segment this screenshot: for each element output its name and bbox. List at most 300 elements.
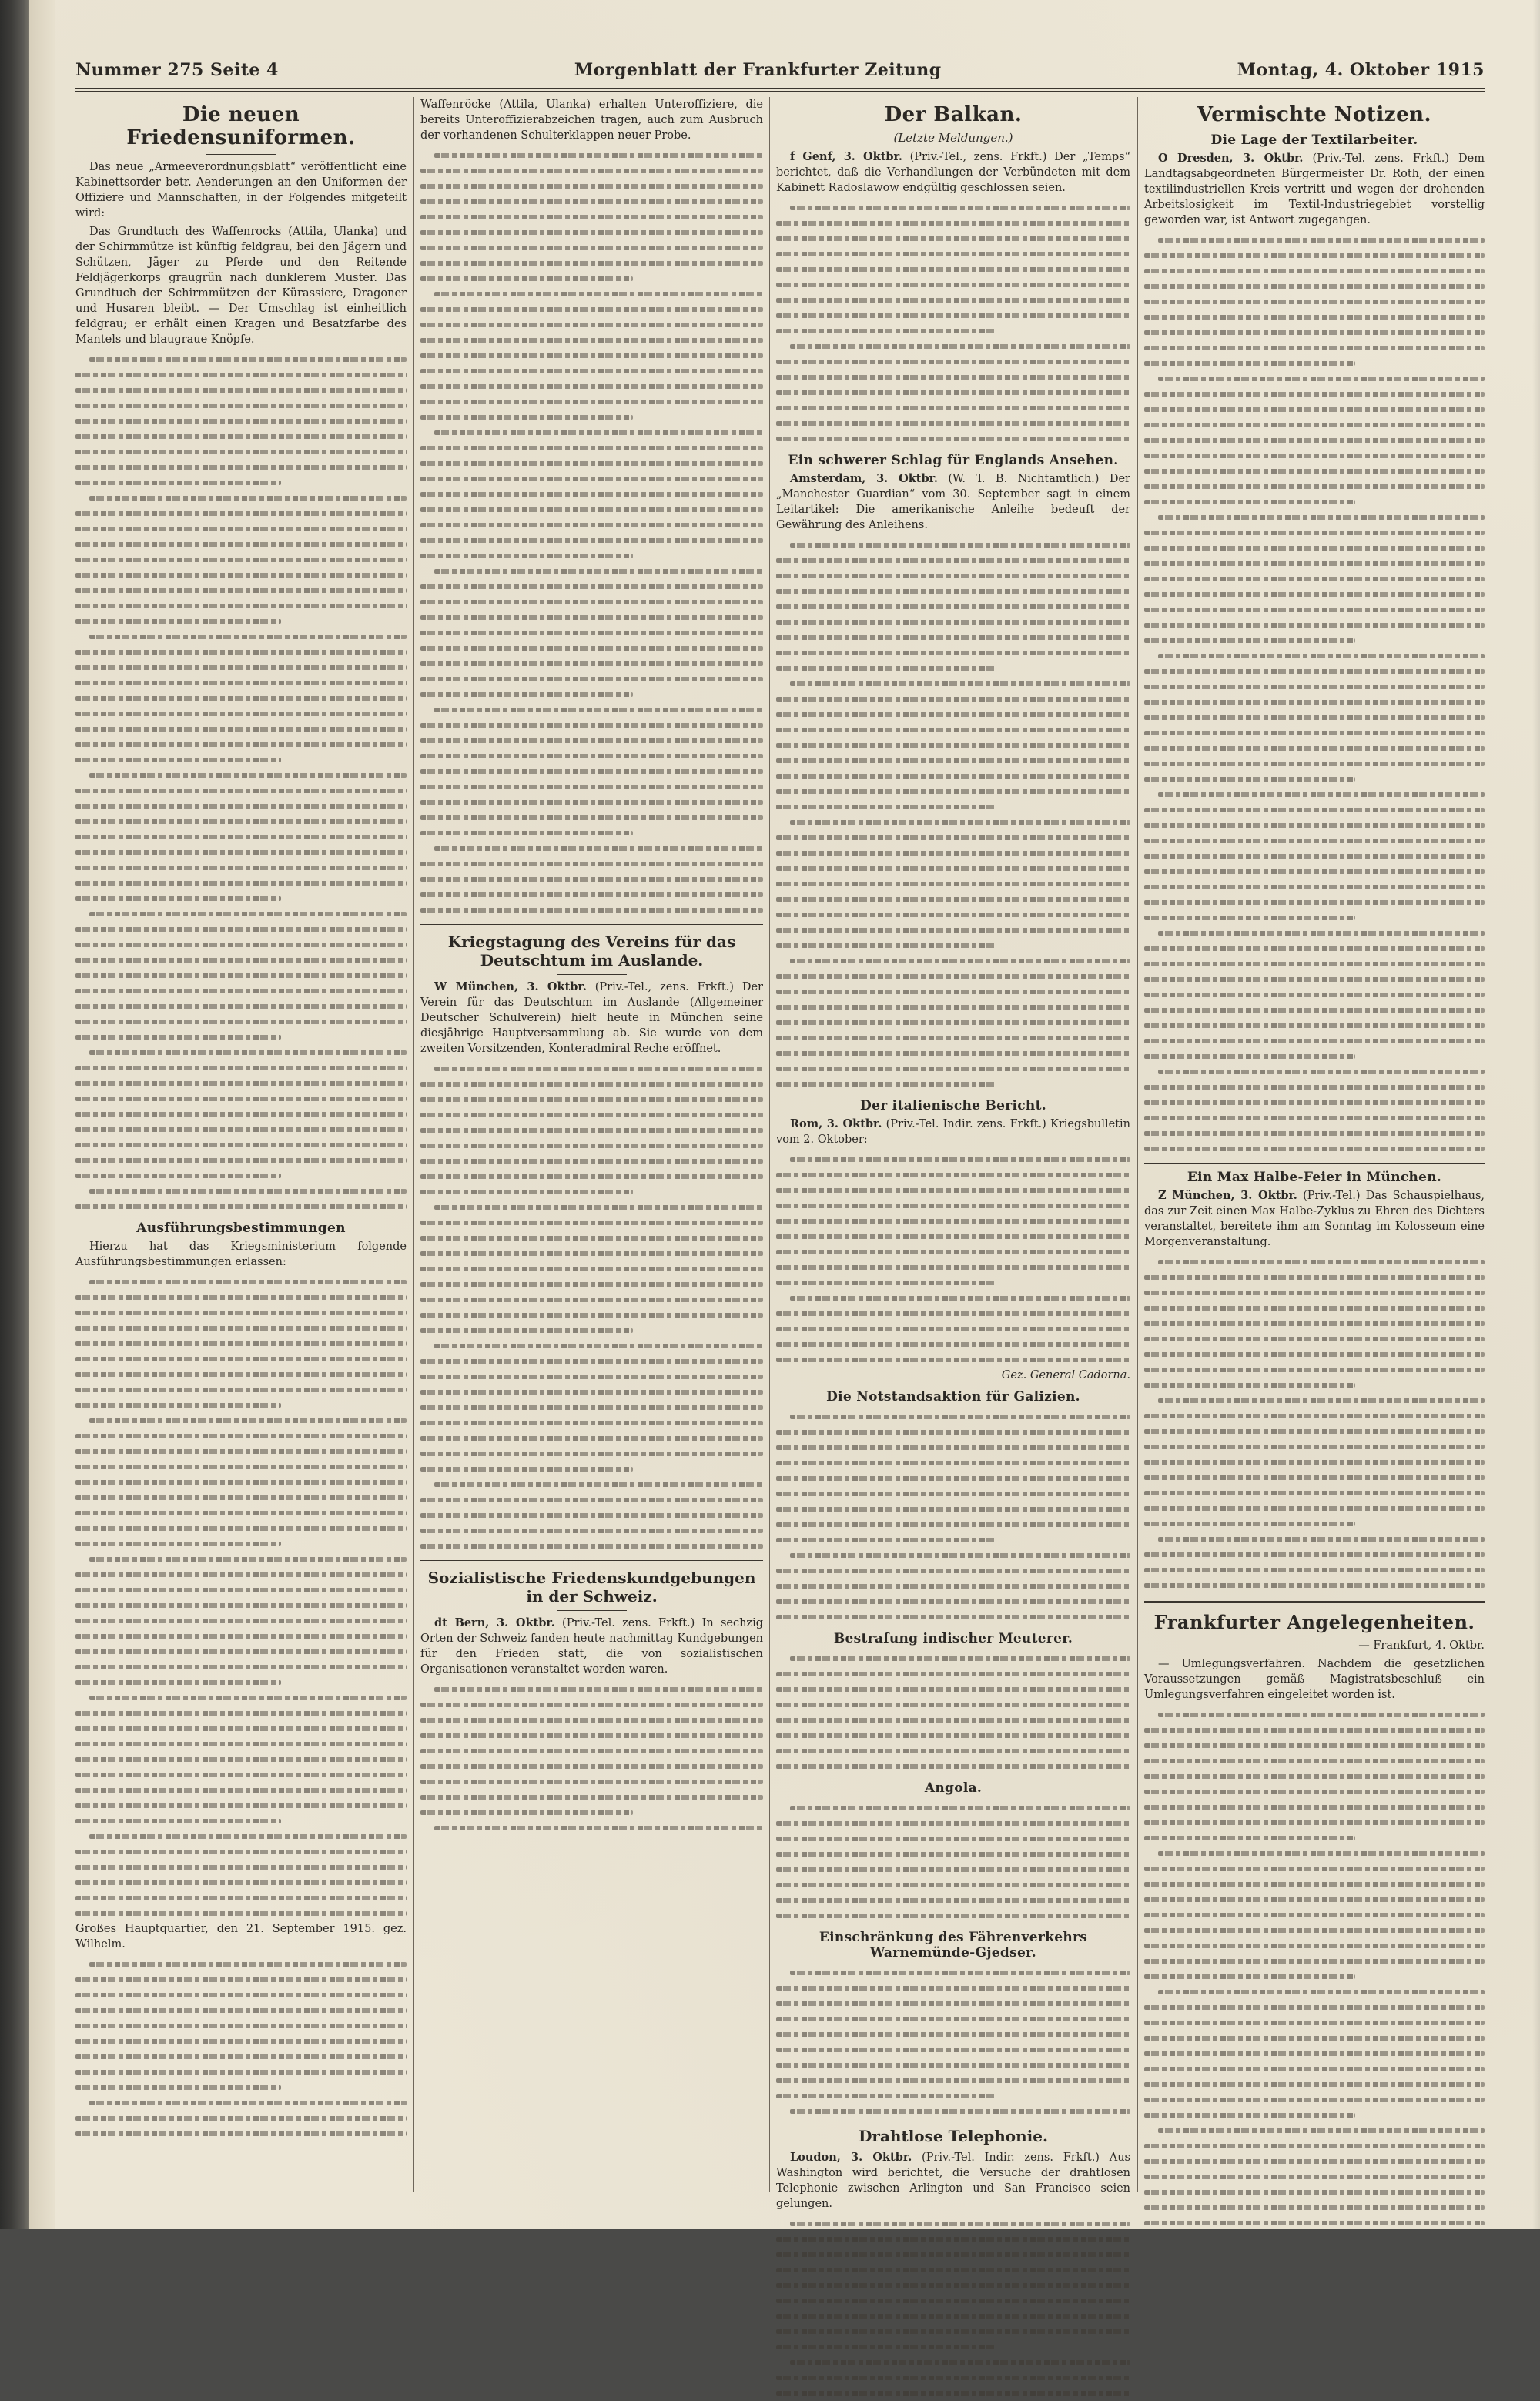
text-line [75, 2111, 407, 2126]
text-line [776, 1077, 1130, 1092]
text-line-glyphs [89, 1050, 407, 1055]
text-line [75, 660, 407, 675]
text-line-glyphs [1144, 1974, 1355, 1979]
text-line-glyphs [776, 1898, 1130, 1903]
article-title-deutschtum: Kriegstagung des Vereins für das Deutschtum im Auslande. [447, 933, 736, 969]
text-line-glyphs [75, 665, 407, 670]
text-line-glyphs [776, 1687, 1130, 1692]
text-line [75, 1444, 407, 1459]
article-text-block [420, 148, 763, 918]
text-line [75, 783, 407, 799]
text-line-glyphs [776, 1445, 1130, 1450]
text-line [1144, 494, 1485, 510]
text-line [776, 1965, 1130, 1981]
text-line-glyphs [89, 2101, 407, 2105]
text-line-glyphs [1144, 1131, 1485, 1136]
text-line-glyphs [776, 2048, 1130, 2052]
text-line [1144, 1126, 1485, 1141]
text-line-glyphs [1144, 2205, 1485, 2210]
text-line-glyphs [1144, 407, 1485, 412]
text-line [1144, 1969, 1485, 1984]
text-line [420, 502, 763, 517]
text-line [776, 1563, 1130, 1579]
text-line [75, 1629, 407, 1644]
text-line [75, 475, 407, 491]
column-1 [75, 97, 407, 2176]
text-line-glyphs [420, 584, 763, 589]
text-line-glyphs [1144, 1085, 1485, 1090]
text-line [420, 610, 763, 625]
text-line [1144, 340, 1485, 356]
text-line-glyphs [1144, 561, 1485, 566]
text-line [420, 1184, 763, 1200]
text-line [420, 1492, 763, 1508]
dateline: f Genf, 3. Oktbr. [790, 150, 902, 163]
text-line-glyphs [1144, 1460, 1485, 1465]
text-line [75, 2018, 407, 2034]
text-line [1144, 417, 1485, 433]
text-line-glyphs [1144, 253, 1485, 258]
text-line [420, 795, 763, 810]
text-line [1144, 1562, 1485, 1578]
text-line-glyphs [75, 1572, 407, 1577]
text-line [75, 675, 407, 691]
text-line [1144, 1954, 1485, 1969]
text-line-glyphs [75, 2054, 407, 2059]
text-line [75, 414, 407, 429]
text-line [776, 846, 1130, 861]
text-line [776, 1831, 1130, 1847]
text-line-glyphs [1144, 546, 1485, 551]
text-line [420, 625, 763, 641]
text-line-glyphs [1144, 1039, 1485, 1043]
text-line-glyphs [776, 774, 1130, 779]
text-line [75, 1030, 407, 1045]
text-line [75, 1890, 407, 1906]
text-line-glyphs [75, 1649, 407, 1654]
text-line [1144, 1877, 1485, 1892]
text-line-glyphs [420, 261, 763, 266]
text-line-glyphs [776, 1867, 1130, 1872]
text-line-glyphs [75, 927, 407, 932]
dateline: Z München, 3. Oktbr. [1158, 1189, 1297, 1202]
text-line-glyphs [776, 1250, 1130, 1254]
text-line [75, 2080, 407, 2095]
text-line-glyphs [1144, 808, 1485, 812]
text-line [75, 2126, 407, 2141]
text-line-glyphs [1144, 423, 1485, 427]
text-line [75, 722, 407, 737]
article-subtitle-execution: Ausführungsbestimmungen [136, 1221, 346, 1236]
text-line [776, 722, 1130, 738]
text-line-glyphs [776, 835, 1130, 840]
text-line-glyphs [776, 2314, 1130, 2319]
text-line [75, 2003, 407, 2018]
text-line [1144, 1080, 1485, 1095]
text-line [1144, 1907, 1485, 1923]
text-line-glyphs [75, 1204, 407, 1209]
text-line-glyphs [1144, 1321, 1485, 1326]
text-line-glyphs [776, 2283, 1130, 2288]
text-line-glyphs [434, 1826, 763, 1830]
text-line-glyphs [75, 588, 407, 593]
text-line [75, 1076, 407, 1091]
text-line-glyphs [420, 307, 763, 312]
text-line-glyphs [75, 404, 407, 408]
text-line [1144, 972, 1485, 987]
text-line-glyphs [89, 1557, 407, 1562]
text-line-glyphs [776, 866, 1130, 871]
text-line-glyphs [776, 1188, 1130, 1193]
text-line-glyphs [420, 554, 633, 558]
text-line-glyphs [75, 1341, 407, 1346]
text-line [75, 1675, 407, 1690]
text-line [776, 2339, 1130, 2355]
text-line [1144, 602, 1485, 618]
signature: Gez. General Cadorna. [1001, 1369, 1130, 1381]
text-line [420, 1200, 763, 1215]
text-line-glyphs [420, 1128, 763, 1133]
text-line-glyphs [75, 650, 407, 655]
text-line-glyphs [75, 727, 407, 732]
column-rule-1 [413, 97, 414, 2192]
text-line [420, 641, 763, 656]
text-line [420, 856, 763, 872]
text-line [75, 1336, 407, 1351]
text-line [420, 302, 763, 317]
text-line-glyphs [776, 635, 1130, 640]
text-line-glyphs [1144, 2221, 1485, 2225]
text-line [420, 1790, 763, 1805]
text-line-glyphs [776, 437, 1130, 441]
text-line-glyphs [776, 604, 1130, 609]
text-line [1144, 818, 1485, 833]
text-line-glyphs [776, 697, 1130, 702]
text-line [1144, 587, 1485, 602]
text-line-glyphs [790, 1656, 1130, 1661]
text-line-glyphs [75, 527, 407, 531]
text-line [776, 293, 1130, 308]
text-line-glyphs [776, 1204, 1130, 1208]
text-line [75, 1060, 407, 1076]
text-line [776, 216, 1130, 231]
text-line-glyphs [776, 743, 1130, 748]
text-line [776, 661, 1130, 676]
text-line-glyphs [420, 1190, 633, 1194]
text-line-glyphs [420, 230, 763, 235]
text-line-glyphs [1144, 1147, 1485, 1151]
article-paragraph: Hierzu hat das Kriegsministerium folgende Ausführungsbestimmungen erlassen: [75, 1241, 407, 1268]
text-line [1144, 664, 1485, 679]
text-line-glyphs [776, 2078, 1130, 2083]
text-line [75, 752, 407, 768]
text-line [1144, 2154, 1485, 2169]
text-line [75, 1690, 407, 1706]
text-line [75, 1428, 407, 1444]
text-line [776, 938, 1130, 953]
text-line [420, 1261, 763, 1277]
text-line [1144, 1141, 1485, 1157]
text-line [1144, 1984, 1485, 2000]
text-line [1144, 849, 1485, 864]
text-line [1144, 371, 1485, 387]
text-line [75, 1351, 407, 1367]
text-line-glyphs [89, 357, 407, 362]
text-line [75, 398, 407, 414]
text-line [776, 1306, 1130, 1321]
text-line-glyphs [776, 1020, 1130, 1025]
text-line [75, 506, 407, 521]
text-line [420, 1369, 763, 1385]
text-line-glyphs [75, 1773, 407, 1777]
text-line [420, 1123, 763, 1138]
text-line [1144, 402, 1485, 417]
text-line [420, 440, 763, 456]
article-title-italian-report: Der italienische Bericht. [860, 1098, 1046, 1113]
text-line-glyphs [420, 908, 763, 913]
text-line-glyphs [420, 661, 763, 666]
text-line-glyphs [420, 1467, 633, 1472]
text-line-glyphs [420, 1097, 763, 1102]
text-line [75, 1613, 407, 1629]
text-line-glyphs [434, 569, 763, 574]
text-line [776, 784, 1130, 799]
text-line-glyphs [1144, 608, 1485, 612]
text-line-glyphs [75, 1112, 407, 1117]
text-line [420, 271, 763, 286]
text-line-glyphs [1158, 1398, 1485, 1403]
text-line [75, 814, 407, 829]
dateline: Loudon, 3. Oktbr. [790, 2151, 912, 2164]
text-line [1144, 956, 1485, 972]
text-line-glyphs [776, 913, 1130, 917]
text-line-glyphs [1144, 330, 1485, 335]
text-line [420, 256, 763, 271]
text-line [75, 1844, 407, 1860]
text-line-glyphs [75, 2070, 407, 2075]
text-line [776, 630, 1130, 645]
text-line-glyphs [75, 742, 407, 747]
text-line [1144, 356, 1485, 371]
text-line-glyphs [75, 1757, 407, 1762]
text-line-glyphs [790, 2222, 1130, 2226]
text-line [1144, 1301, 1485, 1316]
text-line-glyphs [776, 406, 1130, 410]
text-line-glyphs [1144, 346, 1485, 350]
text-line-glyphs [75, 1158, 407, 1163]
text-line [1144, 879, 1485, 895]
text-line-glyphs [75, 1742, 407, 1746]
text-line [75, 1382, 407, 1398]
text-line-glyphs [75, 434, 407, 439]
text-line [776, 1214, 1130, 1229]
text-line [1144, 1110, 1485, 1126]
text-line [1144, 1532, 1485, 1547]
text-line-glyphs [790, 1553, 1130, 1558]
text-line-glyphs [776, 2001, 1130, 2006]
text-line-glyphs [1144, 1867, 1485, 1871]
text-line [776, 830, 1130, 846]
text-line-glyphs [776, 1082, 996, 1087]
text-line-glyphs [1144, 1944, 1485, 1948]
text-line-glyphs [776, 1733, 1130, 1738]
section-rule [420, 1560, 763, 1561]
text-line-glyphs [1144, 1054, 1355, 1059]
text-line-glyphs [75, 1788, 407, 1793]
text-line [75, 598, 407, 614]
text-line-glyphs [776, 2237, 1130, 2242]
text-line [776, 1609, 1130, 1625]
text-line [1144, 1331, 1485, 1347]
article-text: (Priv.-Tel. zens. Frkft.) Dem Landtagsabgeordneten Bürgermeister Dr. Roth, der einen textilindustriellen Kreis vertritt und wegen der drohenden Arbeitslosigkeit im Textil-Industriegebiet vorstellig geworden war, ist Antwort zugegangen. [1144, 152, 1485, 226]
text-line [1144, 294, 1485, 310]
text-line [420, 286, 763, 302]
text-line [420, 1061, 763, 1077]
text-line-glyphs [1144, 2175, 1485, 2179]
text-line [776, 1409, 1130, 1425]
text-line-glyphs [1144, 1100, 1485, 1105]
article-title-notizen: Vermischte Notizen. [1197, 103, 1432, 126]
text-line-glyphs [75, 465, 407, 470]
text-line-glyphs [75, 1449, 407, 1454]
text-line-glyphs [420, 1421, 763, 1425]
text-line-glyphs [1158, 377, 1485, 381]
masthead-issue: Nummer 275 Seite 4 [75, 60, 279, 80]
text-line-glyphs [420, 215, 763, 219]
text-line-glyphs [1144, 885, 1485, 889]
text-line [776, 231, 1130, 246]
text-line-glyphs [1144, 2144, 1485, 2148]
text-line-glyphs [420, 1174, 763, 1179]
text-line-glyphs [89, 1189, 407, 1194]
text-line [75, 568, 407, 583]
text-line [776, 692, 1130, 707]
text-line-glyphs [75, 1665, 407, 1669]
section-rule [420, 924, 763, 925]
text-line-glyphs [776, 1821, 1130, 1826]
text-line [420, 517, 763, 533]
text-line [420, 225, 763, 240]
text-line-glyphs [1144, 2190, 1485, 2195]
text-line-glyphs [776, 882, 1130, 886]
text-line-glyphs [1144, 1913, 1485, 1917]
text-line [420, 748, 763, 764]
text-line-glyphs [420, 1267, 763, 1271]
text-line [75, 429, 407, 444]
text-line [1144, 387, 1485, 402]
text-line-glyphs [776, 2345, 996, 2349]
text-line-glyphs [89, 1418, 407, 1423]
text-line-glyphs [1144, 823, 1485, 828]
article-text-block [75, 352, 407, 1214]
text-line [1144, 710, 1485, 725]
text-line-glyphs [776, 666, 996, 671]
text-line-glyphs [1144, 1291, 1485, 1295]
text-line [75, 460, 407, 475]
text-line-glyphs [75, 1865, 407, 1870]
text-line-glyphs [1144, 2098, 1485, 2102]
text-line [1144, 1362, 1485, 1378]
text-line [776, 1893, 1130, 1908]
article-text-block [776, 2216, 1130, 2401]
text-line-glyphs [420, 338, 763, 343]
text-line [1144, 1769, 1485, 1784]
text-line-glyphs [75, 835, 407, 839]
text-line-glyphs [75, 1403, 281, 1408]
text-line [75, 706, 407, 722]
text-line [1144, 1707, 1485, 1723]
text-line-glyphs [420, 353, 763, 358]
text-line-glyphs [1158, 1713, 1485, 1717]
text-line [420, 1743, 763, 1759]
text-line-glyphs [790, 1157, 1130, 1162]
text-line [75, 999, 407, 1014]
text-line-glyphs [89, 1962, 407, 1967]
text-line-glyphs [420, 1436, 763, 1441]
text-line [1144, 1830, 1485, 1846]
text-line [776, 1352, 1130, 1368]
text-line-glyphs [1144, 700, 1485, 705]
newspaper-page [29, 0, 1540, 2229]
text-line [75, 552, 407, 568]
article-text-block [1144, 1254, 1485, 1593]
text-line-glyphs [75, 1465, 407, 1469]
text-line [776, 308, 1130, 323]
text-line-glyphs [75, 896, 281, 901]
text-line [776, 799, 1130, 815]
text-line [420, 163, 763, 179]
text-line-glyphs [75, 866, 407, 870]
text-line-glyphs [75, 1357, 407, 1361]
text-line [776, 907, 1130, 923]
text-line [776, 1455, 1130, 1471]
article-title-uniforms: Die neuen Friedensuniformen. [126, 103, 356, 149]
article-text-block [776, 1800, 1130, 1924]
text-line [75, 1014, 407, 1030]
text-line [776, 1486, 1130, 1502]
text-line-glyphs [434, 1344, 763, 1348]
text-line [776, 599, 1130, 614]
text-line [776, 1759, 1130, 1774]
text-line [776, 1244, 1130, 1260]
text-line-glyphs [1144, 1928, 1485, 1933]
article-text-block [776, 200, 1130, 447]
text-line-glyphs [75, 419, 407, 424]
text-line [776, 1532, 1130, 1548]
text-line-glyphs [1144, 284, 1485, 289]
text-line-glyphs [1158, 1537, 1485, 1542]
text-line-glyphs [776, 1852, 1130, 1857]
text-line-glyphs [776, 313, 1130, 318]
text-line-glyphs [776, 1430, 1130, 1435]
article-text-block [776, 537, 1130, 1092]
text-line-glyphs [420, 1328, 633, 1333]
text-line [1144, 910, 1485, 926]
text-line-glyphs [420, 769, 763, 774]
text-line-glyphs [420, 646, 763, 651]
text-line-glyphs [1158, 1070, 1485, 1074]
text-line-glyphs [776, 2063, 1130, 2068]
text-line [1144, 2031, 1485, 2046]
text-line-glyphs [75, 850, 407, 855]
text-line [420, 410, 763, 425]
text-line [1144, 1578, 1485, 1593]
text-line-glyphs [776, 1615, 1130, 1619]
text-line [1144, 2061, 1485, 2077]
text-line-glyphs [420, 1703, 763, 1707]
text-line-glyphs [75, 1388, 407, 1392]
text-line-glyphs [776, 1342, 1130, 1347]
